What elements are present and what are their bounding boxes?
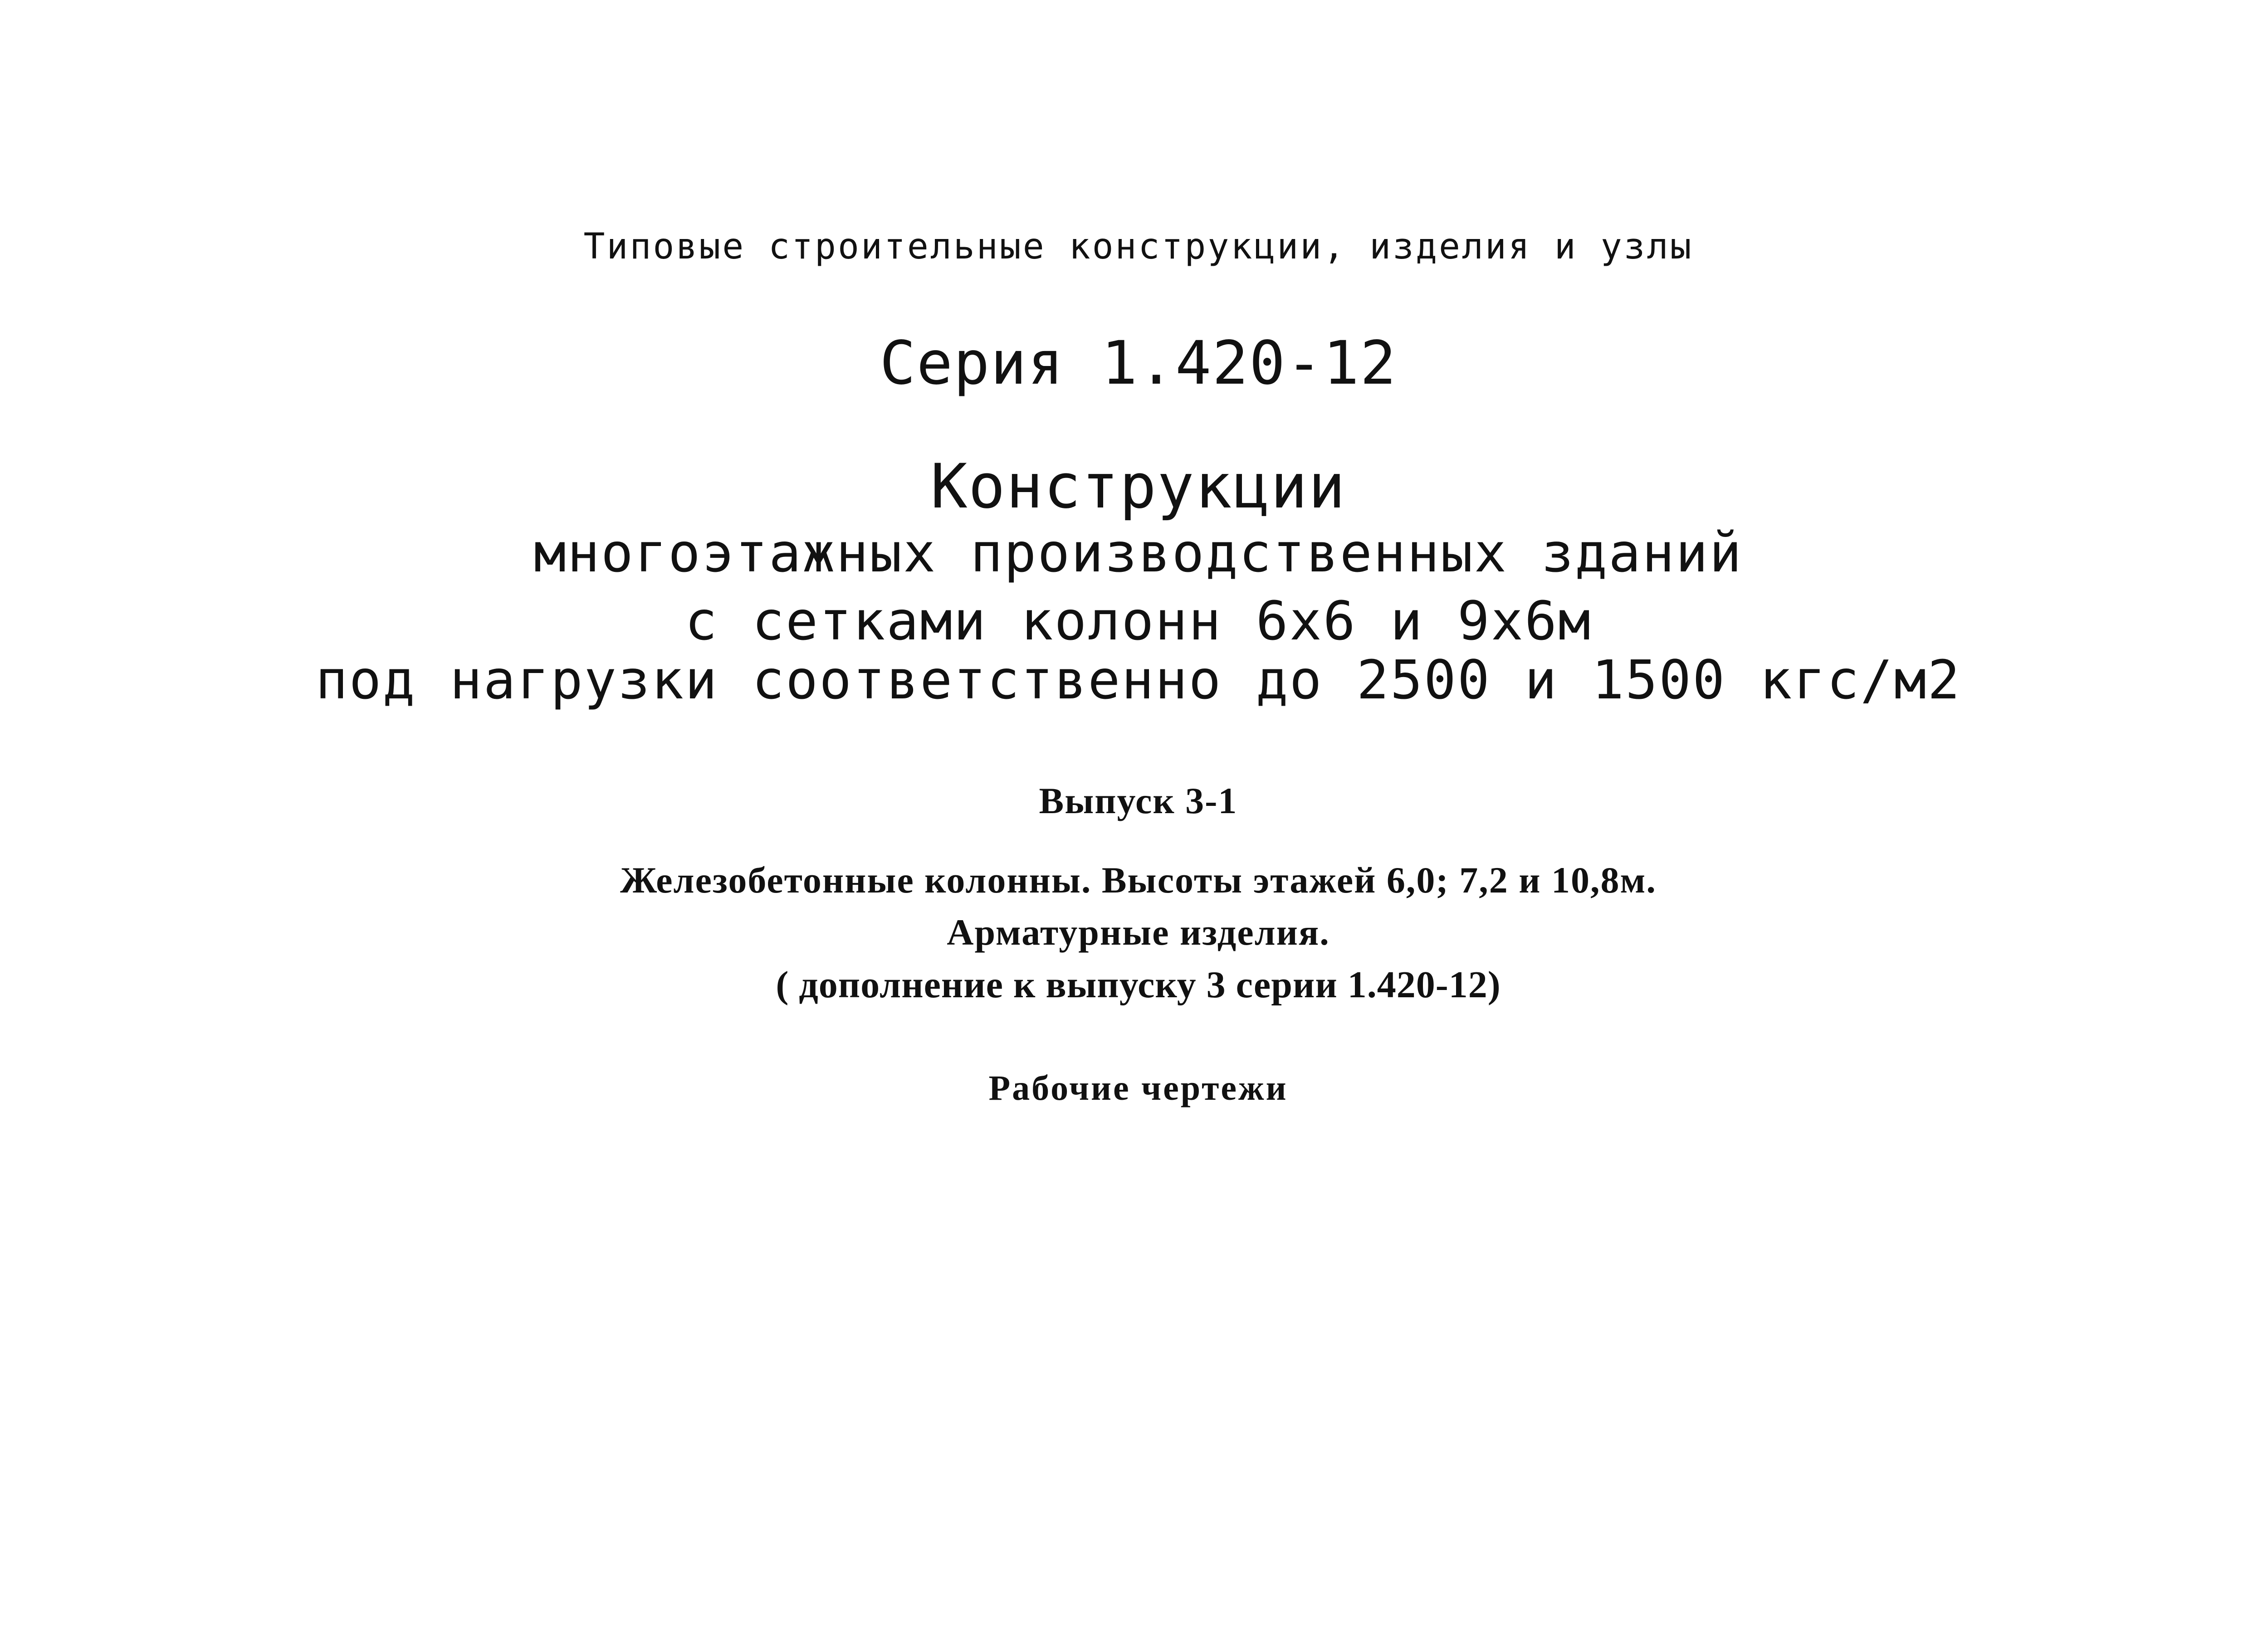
subtitle-line-1: Железобетонные колонны. Высоты этажей 6,0; 7,2 и 10,8м. <box>620 859 1657 901</box>
working-drawings-label: Рабочие чертежи <box>988 1068 1288 1107</box>
standard-constructions-heading: Типовые строительные конструкции, изделия и узлы <box>583 226 1693 267</box>
title-line-3: с сетками колонн 6х6 и 9х6м <box>684 590 1592 652</box>
title-line-4: под нагрузки соответственно до 2500 и 1500 кгс/м2 <box>315 649 1961 711</box>
subtitle-line-3: ( дополнение к выпуску 3 серии 1.420-12) <box>776 964 1501 1006</box>
title-line-1: Конструкции <box>930 451 1346 522</box>
title-line-2: многоэтажных производственных зданий <box>533 522 1743 584</box>
subtitle-line-2: Арматурные изделия. <box>947 912 1330 953</box>
issue-number: Выпуск 3-1 <box>1039 780 1238 821</box>
series-number: Серия 1.420-12 <box>880 328 1397 398</box>
